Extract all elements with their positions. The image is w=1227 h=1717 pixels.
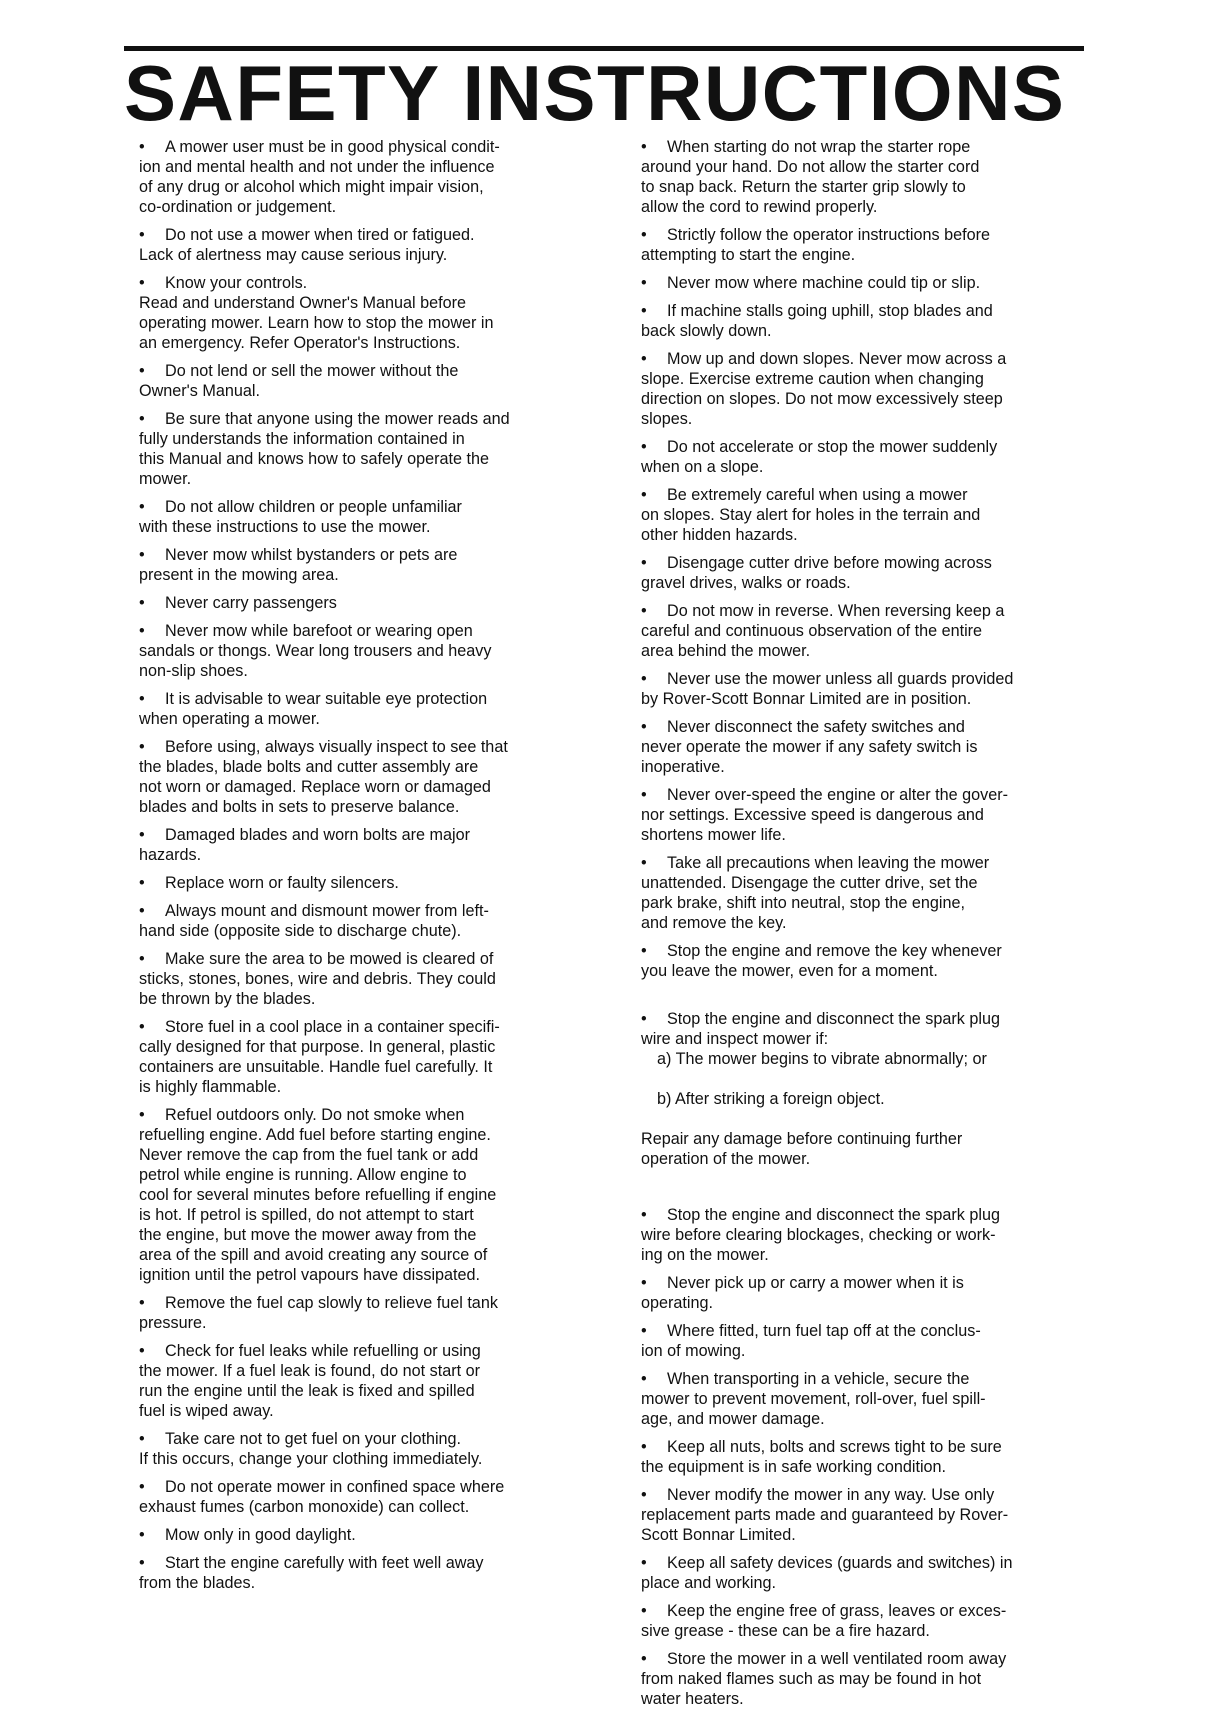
list-item: [641, 1553, 1078, 1593]
bullet-icon: •: [641, 670, 647, 688]
bullet-icon: •: [139, 410, 145, 428]
bullet-icon: •: [641, 1486, 647, 1504]
bullet-icon: •: [641, 486, 647, 504]
item-text: Store the mower in a well ventilated room away from naked flames such as may be found in hot water heaters.: [641, 1650, 1007, 1708]
list-item: [139, 1477, 566, 1517]
item-text: Do not mow in reverse. When reversing keep a careful and continuous observation of the entire area behind the mower.: [641, 602, 1005, 660]
item-text: Damaged blades and worn bolts are major hazards.: [139, 826, 471, 864]
bullet-icon: •: [139, 1342, 145, 1360]
list-item: [641, 301, 1078, 341]
list-item: [139, 225, 566, 265]
bullet-icon: •: [139, 274, 145, 292]
item-text: Never mow where machine could tip or slip.: [667, 274, 981, 292]
item-text: Check for fuel leaks while refuelling or using the mower. If a fuel leak is found, do not start or run the engine until the leak is fixed and spilled fuel is wiped away.: [139, 1342, 481, 1420]
item-text: A mower user must be in good physical condit- ion and mental health and not under the influence of any drug or alcohol which might impair vision, co-ordination or judgement.: [139, 138, 500, 216]
item-text: Be sure that anyone using the mower reads and fully understands the information contained in this Manual and knows how to safely operate the mower.: [139, 410, 510, 488]
item-text: Keep the engine free of grass, leaves or exces- sive grease - these can be a fire hazard.: [641, 1602, 1007, 1640]
list-item: [139, 545, 566, 585]
sub-item: b) After striking a foreign object.: [657, 1090, 885, 1108]
bullet-icon: •: [139, 1478, 145, 1496]
item-text: Where fitted, turn fuel tap off at the conclus- ion of mowing.: [641, 1322, 981, 1360]
bullet-icon: •: [641, 942, 647, 960]
bullet-icon: •: [641, 1206, 647, 1224]
item-text: Never modify the mower in any way. Use only replacement parts made and guaranteed by Rover- Scott Bonnar Limited.: [641, 1486, 1009, 1544]
bullet-icon: •: [139, 950, 145, 968]
item-text: Mow only in good daylight.: [165, 1526, 356, 1544]
list-item: [139, 901, 566, 941]
list-item: [139, 1525, 566, 1545]
bullet-icon: •: [139, 874, 145, 892]
list-item: [139, 137, 566, 217]
list-item: [641, 989, 1078, 1197]
item-text: Before using, always visually inspect to see that the blades, blade bolts and cutter assembly are not worn or damaged. Replace worn or damaged blades and bolts in sets to preserve balance.: [139, 738, 508, 816]
list-item: [641, 1369, 1078, 1429]
list-item: [139, 949, 566, 1009]
bullet-icon: •: [641, 350, 647, 368]
bullet-icon: •: [641, 602, 647, 620]
item-text: When transporting in a vehicle, secure the mower to prevent movement, roll-over, fuel spill- age, and mower damage.: [641, 1370, 986, 1428]
list-item: [641, 669, 1078, 709]
bullet-icon: •: [139, 826, 145, 844]
item-text: Stop the engine and disconnect the spark plug wire before clearing blockages, checking or work- ing on the mower.: [641, 1206, 1000, 1264]
item-text: Strictly follow the operator instructions before attempting to start the engine.: [641, 226, 990, 264]
list-item: [641, 1649, 1078, 1709]
bullet-icon: •: [139, 622, 145, 640]
list-item: [139, 1293, 566, 1333]
list-item: [641, 785, 1078, 845]
list-item: [641, 1205, 1078, 1265]
bullet-icon: •: [641, 1274, 647, 1292]
left-column: [139, 137, 566, 1601]
item-text: Do not use a mower when tired or fatigued. Lack of alertness may cause serious injury.: [139, 226, 475, 264]
list-item: [641, 717, 1078, 777]
bullet-icon: •: [641, 438, 647, 456]
item-text: Never use the mower unless all guards provided by Rover-Scott Bonnar Limited are in position.: [641, 670, 1014, 708]
list-item: [139, 409, 566, 489]
item-text: Disengage cutter drive before mowing across gravel drives, walks or roads.: [641, 554, 992, 592]
item-text: Always mount and dismount mower from left- hand side (opposite side to discharge chute).: [139, 902, 489, 940]
bullet-icon: •: [641, 1438, 647, 1456]
bullet-icon: •: [641, 302, 647, 320]
bullet-icon: •: [641, 226, 647, 244]
bullet-icon: •: [139, 738, 145, 756]
item-text: Do not lend or sell the mower without the Owner's Manual.: [139, 362, 459, 400]
bullet-icon: •: [139, 902, 145, 920]
item-text: Never disconnect the safety switches and never operate the mower if any safety switch is inoperative.: [641, 718, 978, 776]
list-item: [139, 689, 566, 729]
item-text: Do not accelerate or stop the mower suddenly when on a slope.: [641, 438, 998, 476]
list-item: [139, 1105, 566, 1285]
item-text: Make sure the area to be mowed is cleared of sticks, stones, bones, wire and debris. They could be thrown by the blades.: [139, 950, 496, 1008]
list-item: [641, 225, 1078, 265]
bullet-icon: •: [641, 854, 647, 872]
bullet-icon: •: [139, 1554, 145, 1572]
list-item: [641, 1485, 1078, 1545]
item-text: Start the engine carefully with feet well away from the blades.: [139, 1554, 484, 1592]
page-title: SAFETY INSTRUCTIONS: [124, 49, 1066, 137]
item-text: Store fuel in a cool place in a container specifi- cally designed for that purpose. In general, plastic containers are unsuitable. Handle fuel carefully. It is highly flammable.: [139, 1018, 500, 1096]
item-text: Take all precautions when leaving the mower unattended. Disengage the cutter drive, set the park brake, shift into neutral, stop the engine, and remove the key.: [641, 854, 990, 932]
list-item: [139, 737, 566, 817]
item-text: Repair any damage before continuing further operation of the mower.: [641, 1130, 963, 1168]
list-item: [641, 553, 1078, 593]
bullet-icon: •: [139, 1430, 145, 1448]
bullet-icon: •: [641, 1602, 647, 1620]
bullet-icon: •: [641, 1554, 647, 1572]
list-item: [641, 853, 1078, 933]
bullet-icon: •: [139, 1106, 145, 1124]
bullet-icon: •: [641, 138, 647, 156]
right-column: [641, 137, 1078, 1717]
list-item: [641, 941, 1078, 981]
item-text: Stop the engine and disconnect the spark plug wire and inspect mower if:: [641, 1010, 1000, 1048]
item-text: Never over-speed the engine or alter the gover- nor settings. Excessive speed is dangerous and shortens mower life.: [641, 786, 1009, 844]
bullet-icon: •: [641, 274, 647, 292]
list-item: [641, 437, 1078, 477]
list-item: [139, 273, 566, 353]
bullet-icon: •: [641, 1370, 647, 1388]
bullet-icon: •: [139, 546, 145, 564]
list-item: [641, 137, 1078, 217]
item-text: Do not operate mower in confined space where exhaust fumes (carbon monoxide) can collect.: [139, 1478, 505, 1516]
list-item: [139, 361, 566, 401]
list-item: [139, 497, 566, 537]
item-text: Never mow whilst bystanders or pets are present in the mowing area.: [139, 546, 458, 584]
list-item: [641, 485, 1078, 545]
item-text: Be extremely careful when using a mower on slopes. Stay alert for holes in the terrain and other hidden hazards.: [641, 486, 981, 544]
bullet-icon: •: [139, 690, 145, 708]
list-item: [139, 1553, 566, 1593]
bullet-icon: •: [139, 1526, 145, 1544]
bullet-icon: •: [641, 554, 647, 572]
item-text: Keep all safety devices (guards and switches) in place and working.: [641, 1554, 1013, 1592]
list-item: [139, 1429, 566, 1469]
bullet-icon: •: [139, 594, 145, 612]
item-text: Keep all nuts, bolts and screws tight to be sure the equipment is in safe working condition.: [641, 1438, 1002, 1476]
item-text: Do not allow children or people unfamiliar with these instructions to use the mower.: [139, 498, 462, 536]
item-text: Never mow while barefoot or wearing open sandals or thongs. Wear long trousers and heavy non-slip shoes.: [139, 622, 492, 680]
bullet-icon: •: [641, 786, 647, 804]
item-text: If machine stalls going uphill, stop blades and back slowly down.: [641, 302, 993, 340]
bullet-icon: •: [139, 226, 145, 244]
item-text: Never carry passengers: [165, 594, 337, 612]
item-text: Take care not to get fuel on your clothing. If this occurs, change your clothing immediately.: [139, 1430, 483, 1468]
list-item: [139, 1341, 566, 1421]
list-item: [139, 1017, 566, 1097]
item-text: Replace worn or faulty silencers.: [165, 874, 399, 892]
sub-item: a) The mower begins to vibrate abnormally; or: [657, 1050, 987, 1068]
item-text: Refuel outdoors only. Do not smoke when refuelling engine. Add fuel before starting engine. Never remove the cap from the fuel tank or add petrol while engine is running. Allow engine to cool for several minutes before refuelling if engine is hot. If petrol is spilled, do not attempt to start the engine, but move the mower away from the area of the spill and avoid creating any source of ignition until the petrol vapours have dissipated.: [139, 1106, 497, 1284]
list-item: [139, 825, 566, 865]
list-item: [641, 1321, 1078, 1361]
bullet-icon: •: [139, 362, 145, 380]
item-text: Never pick up or carry a mower when it is operating.: [641, 1274, 964, 1312]
bullet-icon: •: [139, 138, 145, 156]
bullet-icon: •: [641, 1010, 647, 1028]
bullet-icon: •: [139, 1294, 145, 1312]
list-item: [641, 1601, 1078, 1641]
list-item: [139, 593, 566, 613]
list-item: [139, 873, 566, 893]
bullet-icon: •: [641, 718, 647, 736]
item-text: Know your controls. Read and understand Owner's Manual before operating mower. Learn how to stop the mower in an emergency. Refer Operator's Instructions.: [139, 274, 494, 352]
bullet-icon: •: [641, 1650, 647, 1668]
list-item: [641, 349, 1078, 429]
list-item: [641, 1273, 1078, 1313]
item-text: Stop the engine and remove the key whenever you leave the mower, even for a moment.: [641, 942, 1002, 980]
list-item: [641, 1437, 1078, 1477]
item-text: It is advisable to wear suitable eye protection when operating a mower.: [139, 690, 488, 728]
item-text: Remove the fuel cap slowly to relieve fuel tank pressure.: [139, 1294, 498, 1332]
item-text: When starting do not wrap the starter rope around your hand. Do not allow the starter cord to snap back. Return the starter grip slowly to allow the cord to rewind properly.: [641, 138, 980, 216]
list-item: [139, 621, 566, 681]
bullet-icon: •: [641, 1322, 647, 1340]
bullet-icon: •: [139, 1018, 145, 1036]
bullet-icon: •: [139, 498, 145, 516]
list-item: [641, 273, 1078, 293]
item-text: Mow up and down slopes. Never mow across a slope. Exercise extreme caution when changing direction on slopes. Do not mow excessively steep slopes.: [641, 350, 1007, 428]
list-item: [641, 601, 1078, 661]
